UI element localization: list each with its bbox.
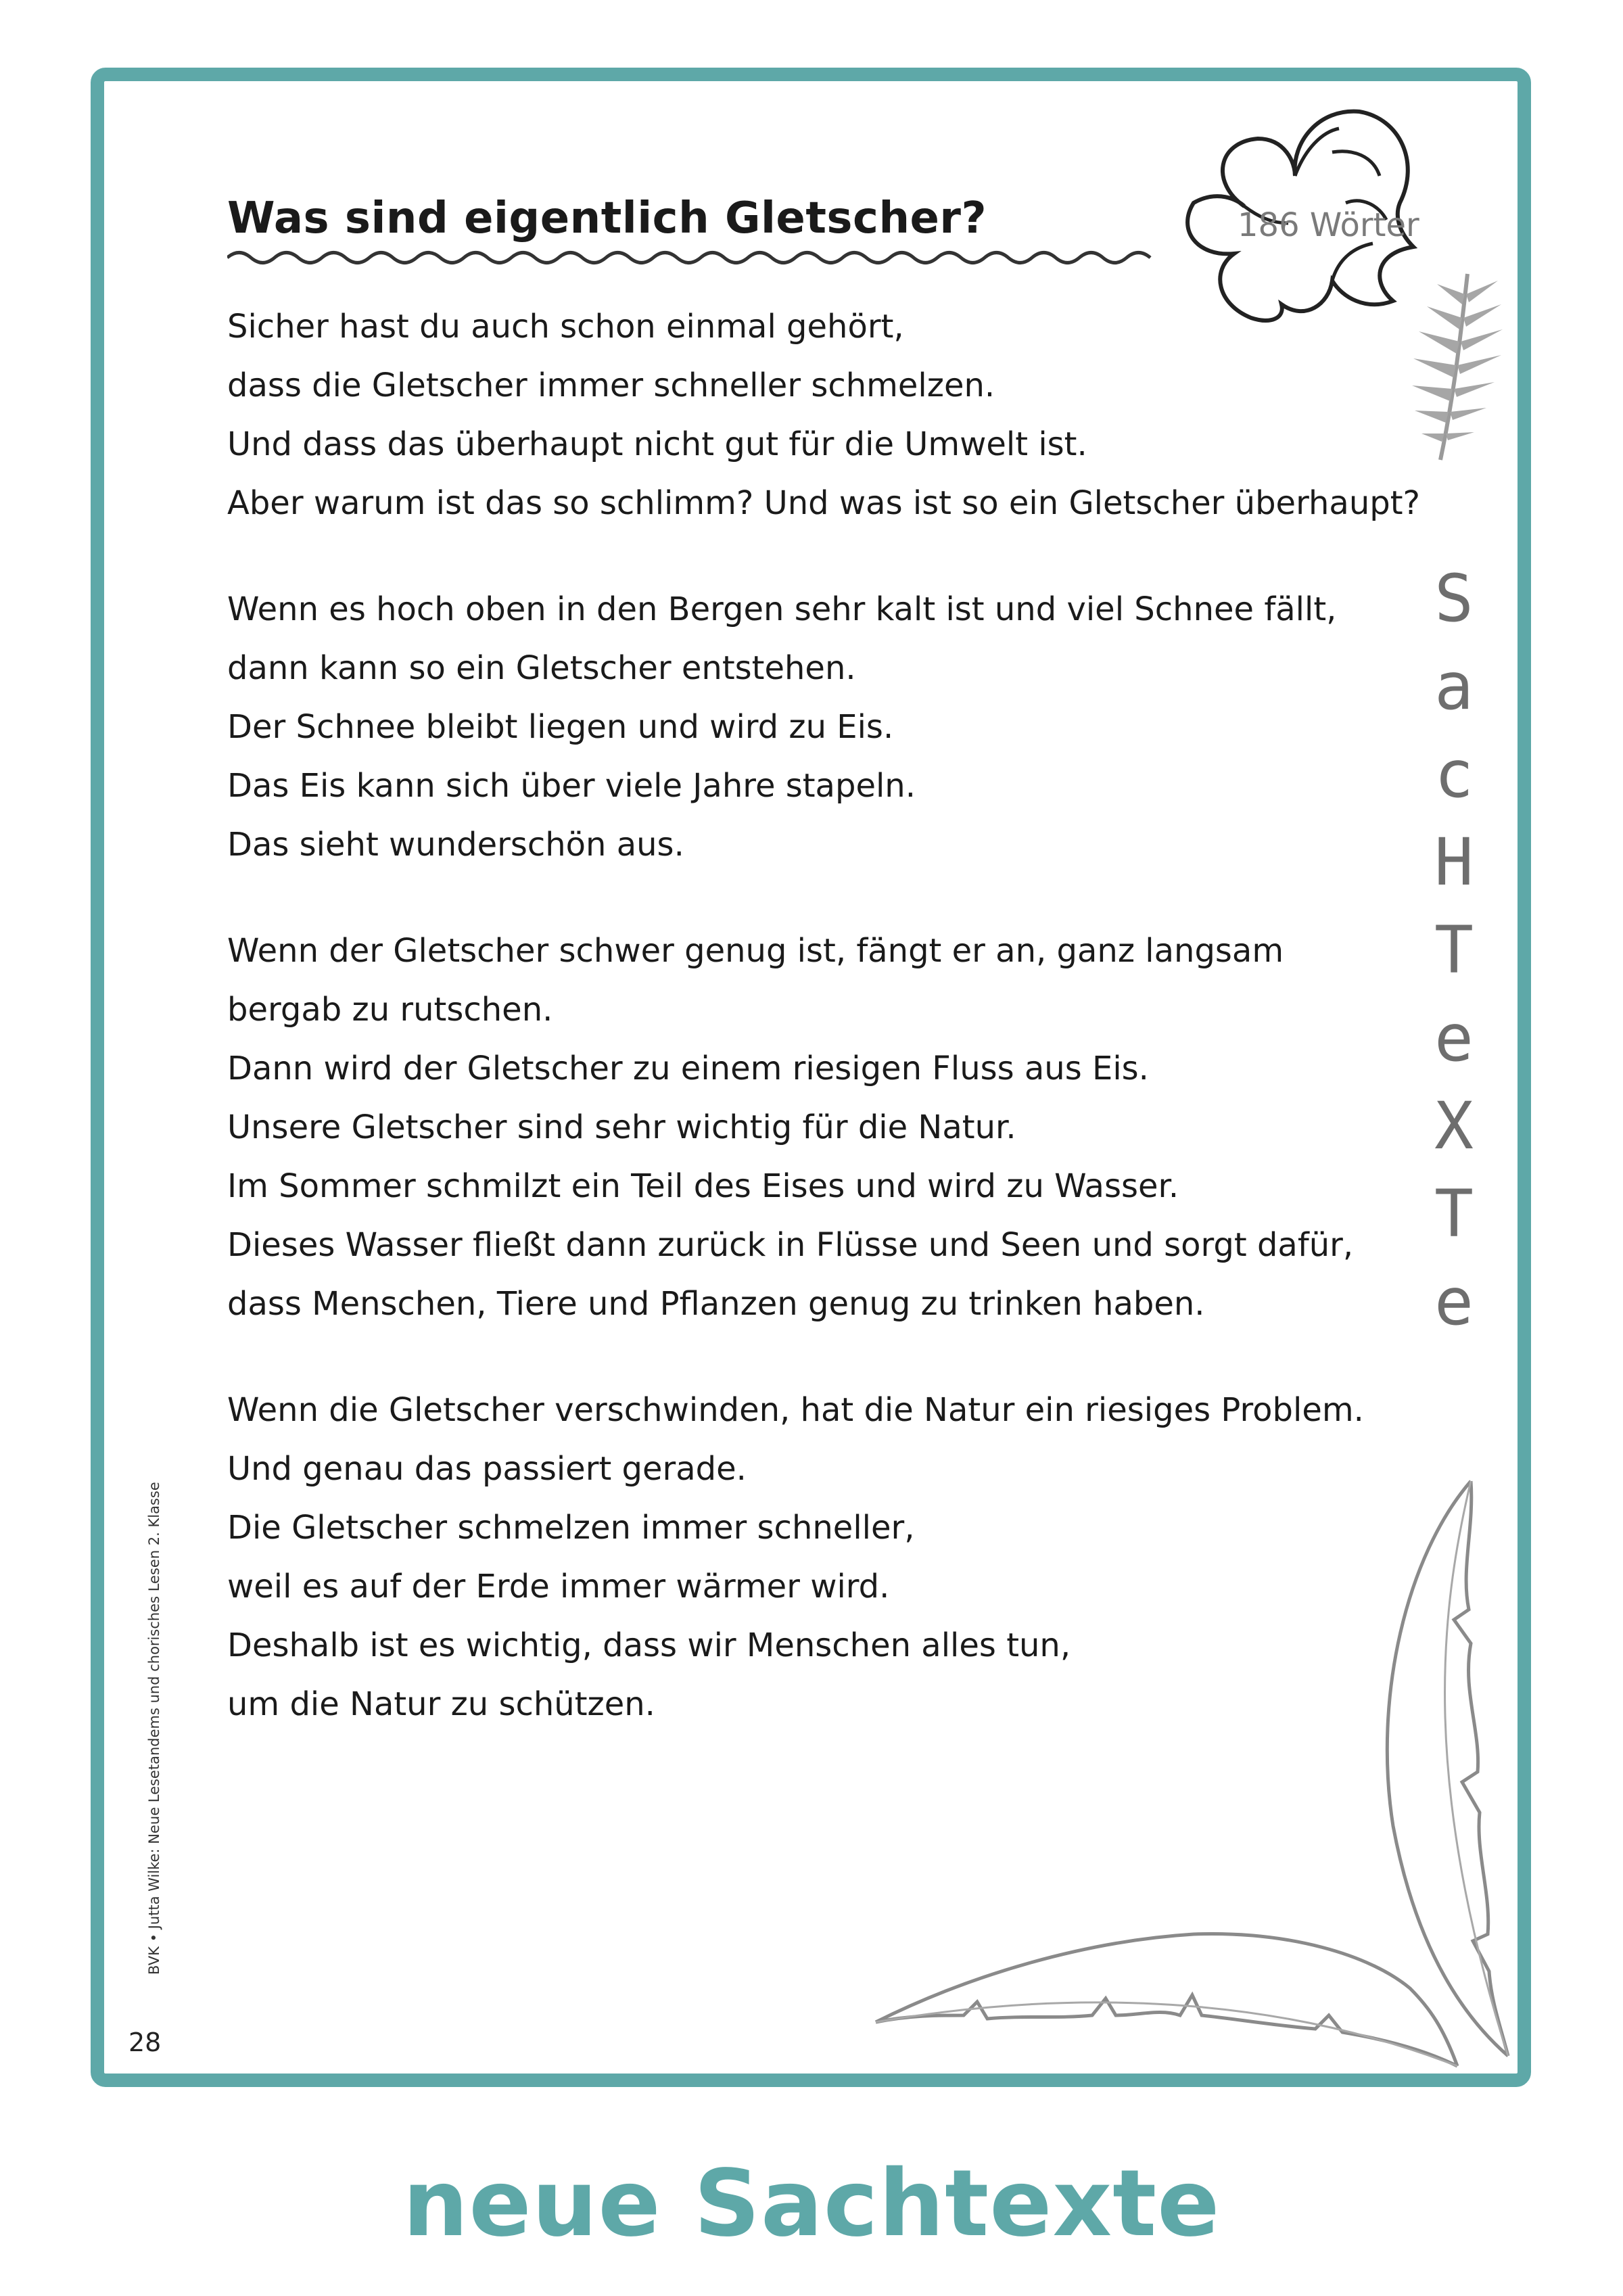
text-line: dass die Gletscher immer schneller schmelzen. xyxy=(227,367,995,404)
text-line: dass Menschen, Tiere und Pflanzen genug zu trinken haben. xyxy=(227,1285,1205,1323)
text-line: Das sieht wunderschön aus. xyxy=(227,826,684,864)
text-line: Und genau das passiert gerade. xyxy=(227,1450,747,1488)
text-line: Deshalb ist es wichtig, dass wir Menschen alles tun, xyxy=(227,1626,1071,1664)
text-line: Im Sommer schmilzt ein Teil des Eises und wird zu Wasser. xyxy=(227,1167,1179,1205)
text-line: Wenn die Gletscher verschwinden, hat die Natur ein riesiges Problem. xyxy=(227,1391,1364,1429)
text-line: Dieses Wasser fließt dann zurück in Flüsse und Seen und sorgt dafür, xyxy=(227,1226,1354,1264)
text-line: Der Schnee bleibt liegen und wird zu Eis. xyxy=(227,708,894,746)
side-letter: T xyxy=(1434,912,1474,988)
text-line: Wenn der Gletscher schwer genug ist, fängt er an, ganz langsam xyxy=(227,932,1284,970)
side-letter: e xyxy=(1434,1264,1474,1340)
fern-leaf-icon xyxy=(1386,267,1508,463)
text-line: Wenn es hoch oben in den Bergen sehr kalt ist und viel Schnee fällt, xyxy=(227,590,1337,628)
paragraph xyxy=(227,580,1377,874)
text-line: Aber warum ist das so schlimm? Und was ist so ein Gletscher überhaupt? xyxy=(227,484,1420,522)
wavy-underline xyxy=(227,248,1160,268)
document-body xyxy=(227,298,1420,1781)
word-count-label: 186 Wörter xyxy=(1238,206,1419,244)
text-line: weil es auf der Erde immer wärmer wird. xyxy=(227,1568,890,1606)
paragraph xyxy=(227,298,1420,533)
side-letter: H xyxy=(1434,824,1474,900)
page-number: 28 xyxy=(128,2028,162,2057)
text-line: um die Natur zu schützen. xyxy=(227,1685,655,1723)
text-line: Die Gletscher schmelzen immer schneller, xyxy=(227,1509,915,1547)
paragraph xyxy=(227,922,1377,1334)
publisher-credit: BVK • Jutta Wilke: Neue Lesetandems und chorisches Lesen 2. Klasse xyxy=(146,1482,162,1975)
text-line: Unsere Gletscher sind sehr wichtig für die Natur. xyxy=(227,1108,1016,1146)
side-letter: c xyxy=(1434,736,1474,812)
text-line: Sicher hast du auch schon einmal gehört, xyxy=(227,308,904,346)
text-line: Dann wird der Gletscher zu einem riesigen Fluss aus Eis. xyxy=(227,1050,1149,1087)
page-title: Was sind eigentlich Gletscher? xyxy=(227,193,987,243)
footer-title: neue Sachtexte xyxy=(402,2151,1221,2257)
paragraph xyxy=(227,1381,1377,1734)
side-letter: T xyxy=(1434,1176,1474,1252)
side-letter: X xyxy=(1434,1088,1474,1164)
text-line: dann kann so ein Gletscher entstehen. xyxy=(227,649,856,687)
side-letter: e xyxy=(1434,1000,1474,1076)
side-letter: a xyxy=(1434,649,1474,724)
text-line: bergab zu rutschen. xyxy=(227,991,553,1029)
banana-leaf-icon xyxy=(869,1914,1464,2076)
side-label xyxy=(1417,555,1491,1346)
side-letter: S xyxy=(1434,561,1474,636)
text-line: Und dass das überhaupt nicht gut für die Umwelt ist. xyxy=(227,425,1087,463)
text-line: Das Eis kann sich über viele Jahre stapeln. xyxy=(227,767,916,805)
